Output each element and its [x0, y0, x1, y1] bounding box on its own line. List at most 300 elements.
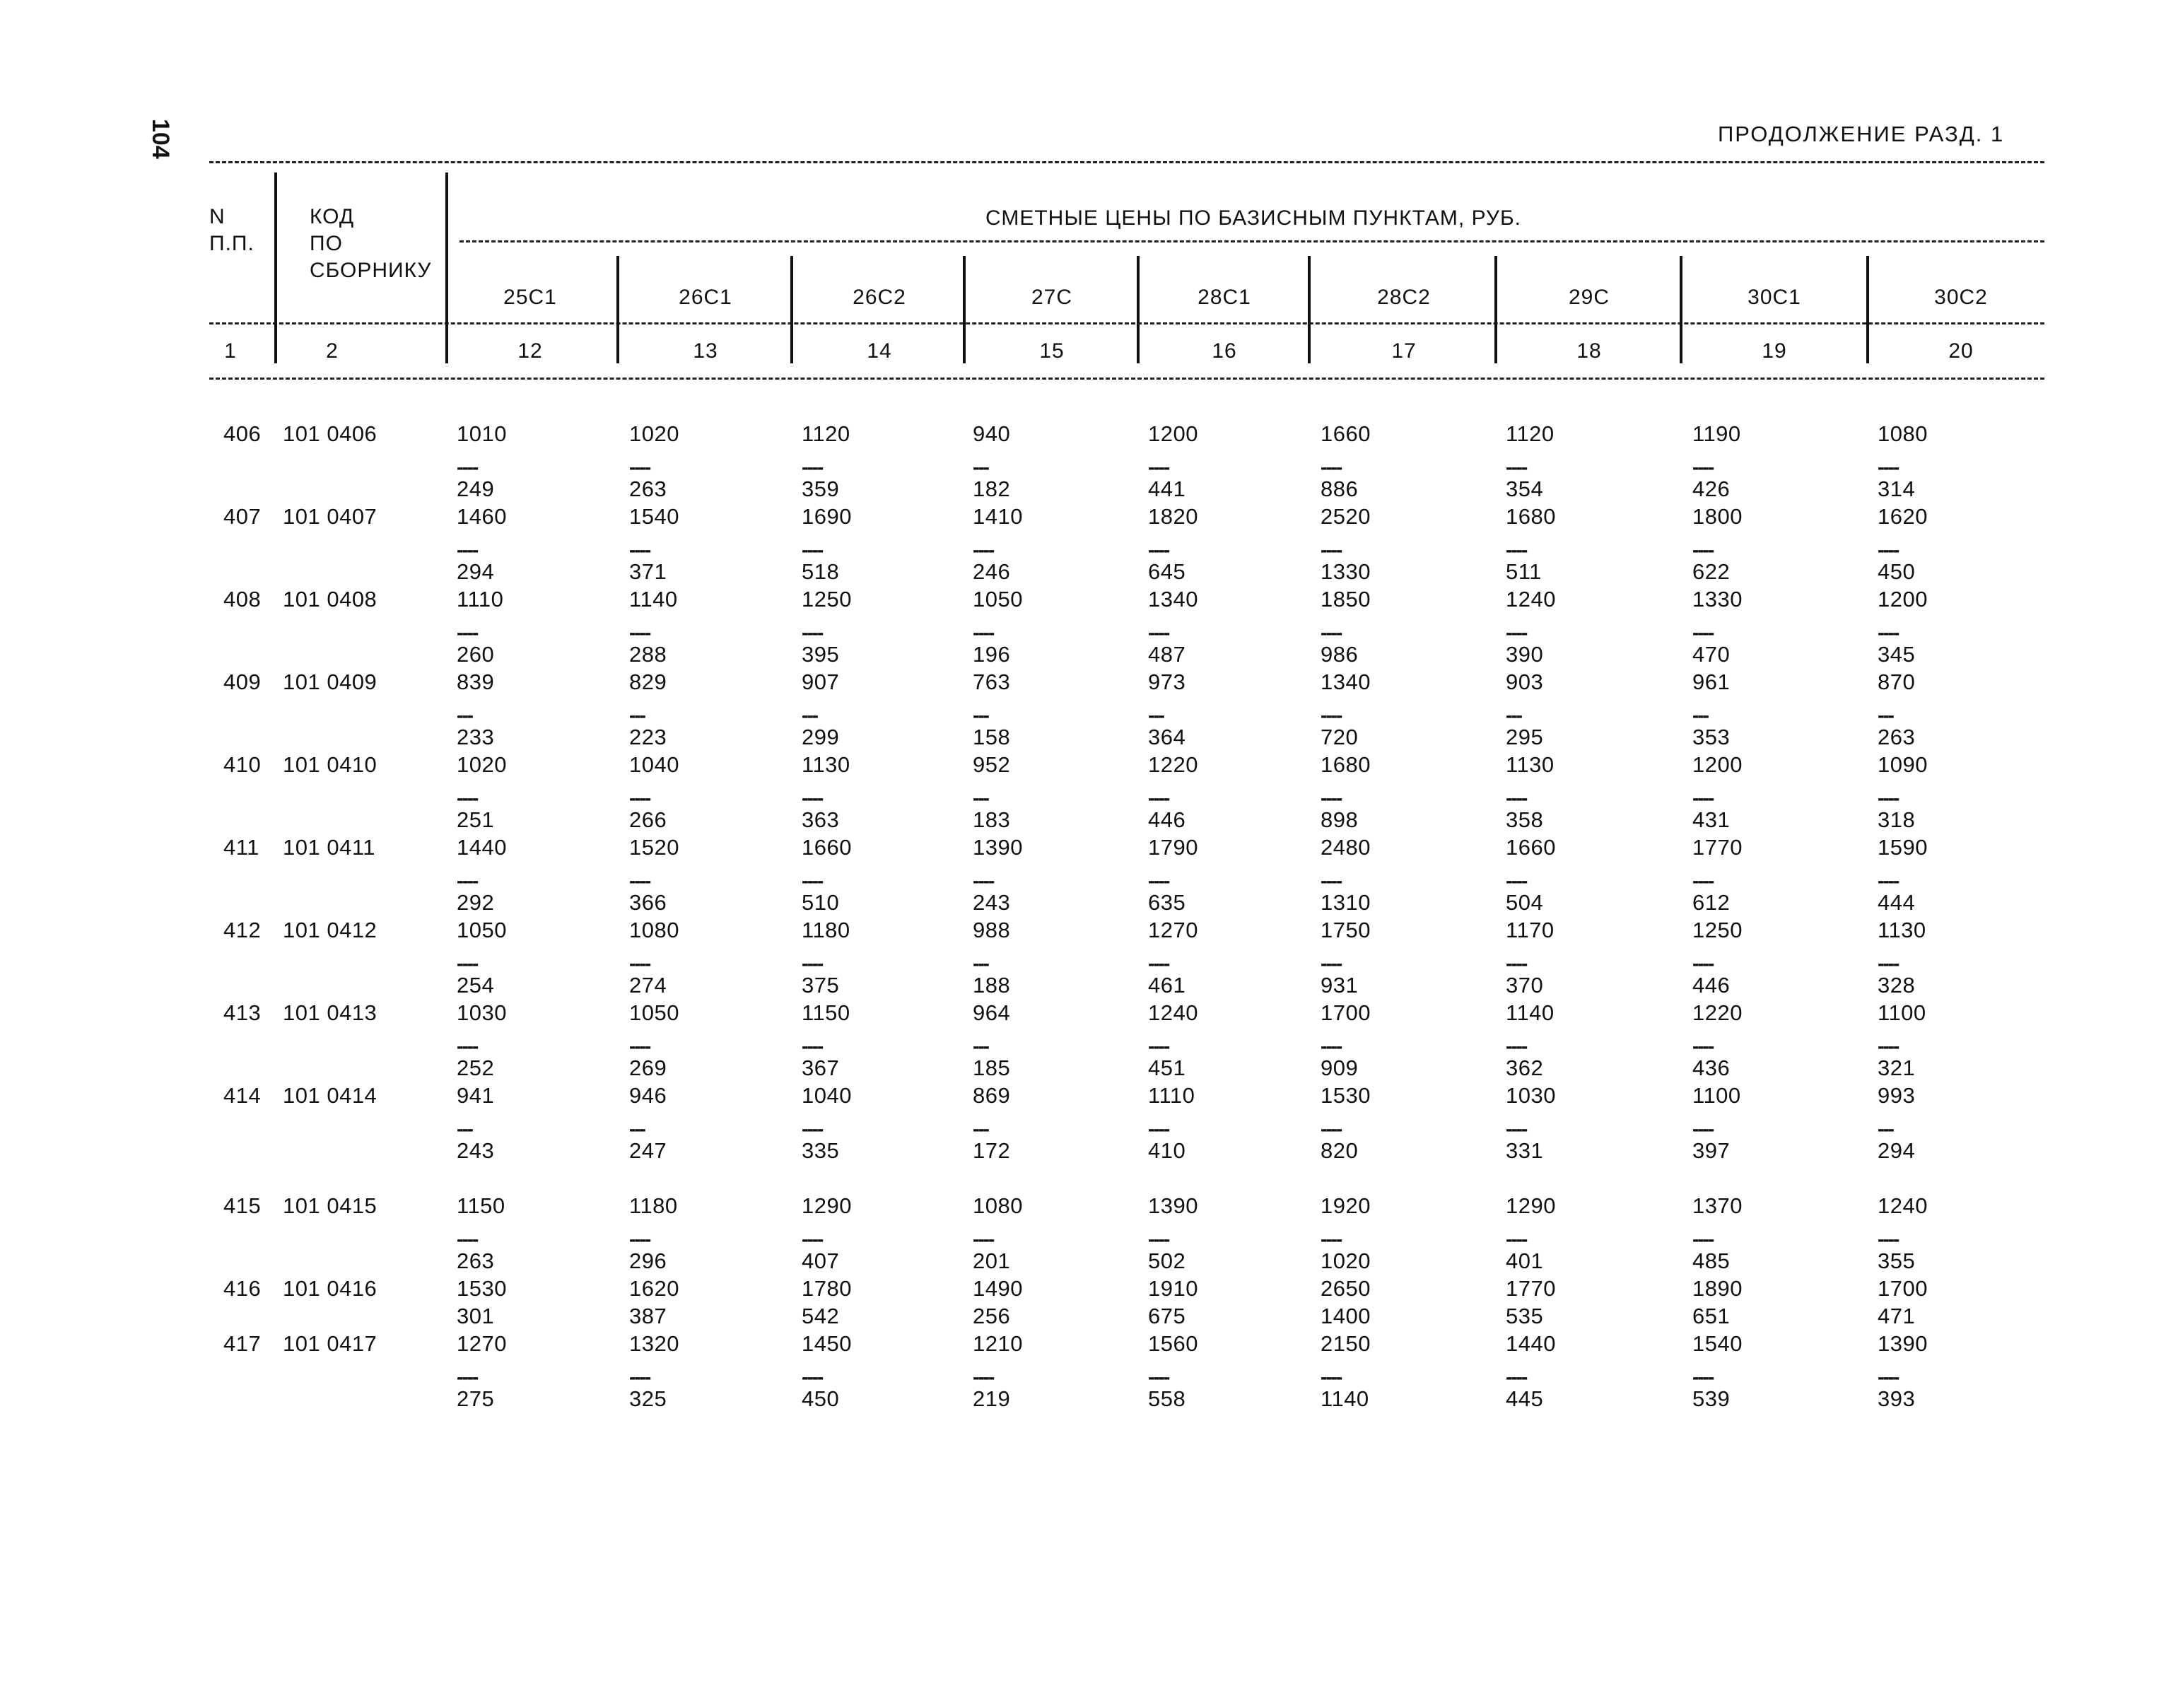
fraction-separator: ----	[802, 1228, 823, 1250]
fraction-separator: ----	[1878, 539, 1899, 561]
header-point-7: 29С	[1568, 286, 1610, 309]
header-point-3: 26С2	[853, 286, 906, 309]
fraction-separator: ----	[1148, 870, 1169, 891]
price-cell: 539	[1692, 1386, 1731, 1411]
price-cell: 1050	[973, 587, 1023, 612]
price-cell: 363	[802, 807, 840, 832]
fraction-separator: ----	[629, 787, 650, 809]
price-cell: 358	[1506, 807, 1544, 832]
fraction-separator: ----	[802, 456, 823, 478]
price-cell: 1020	[629, 421, 679, 446]
price-cell: 246	[973, 559, 1011, 584]
price-cell: 444	[1878, 890, 1916, 915]
price-cell: 1080	[1878, 421, 1928, 446]
price-cell: 1320	[629, 1331, 679, 1356]
price-cell: 558	[1148, 1386, 1186, 1411]
fraction-separator: ----	[1692, 787, 1714, 809]
price-cell: 993	[1878, 1083, 1916, 1108]
fraction-separator: ----	[1692, 952, 1714, 974]
row-code: 101 0406	[283, 421, 377, 446]
price-cell: 1520	[629, 835, 679, 860]
price-cell: 1680	[1506, 504, 1556, 529]
price-cell: 1700	[1321, 1000, 1371, 1025]
price-cell: 328	[1878, 973, 1916, 998]
price-cell: 1560	[1148, 1331, 1198, 1356]
price-cell: 1220	[1692, 1000, 1743, 1025]
price-cell: 1140	[629, 587, 678, 612]
fraction-separator: ---	[1878, 704, 1893, 726]
fraction-separator: ----	[457, 539, 478, 561]
fraction-separator: ----	[629, 539, 650, 561]
header-top-rule	[209, 161, 2044, 163]
fraction-separator: ----	[1692, 456, 1714, 478]
header-col-number-2: 2	[326, 339, 339, 363]
fraction-separator: ----	[802, 621, 823, 643]
price-cell: 274	[629, 973, 667, 998]
header-col-number-14: 14	[867, 339, 892, 363]
price-cell: 1390	[973, 835, 1023, 860]
price-cell: 1620	[629, 1276, 679, 1301]
price-cell: 1800	[1692, 504, 1743, 529]
price-cell: 1170	[1506, 918, 1555, 942]
price-cell: 964	[973, 1000, 1011, 1025]
price-cell: 1750	[1321, 918, 1371, 942]
price-cell: 223	[629, 725, 667, 749]
price-cell: 1410	[973, 504, 1023, 529]
fraction-separator: ----	[1506, 621, 1527, 643]
price-cell: 355	[1878, 1248, 1916, 1273]
price-cell: 1330	[1692, 587, 1743, 612]
fraction-separator: ---	[973, 456, 988, 478]
price-cell: 401	[1506, 1248, 1544, 1273]
price-cell: 820	[1321, 1138, 1359, 1163]
price-cell: 1590	[1878, 835, 1928, 860]
header-point-4: 27С	[1031, 286, 1073, 309]
price-cell: 1120	[1506, 421, 1555, 446]
fraction-separator: ----	[1506, 952, 1527, 974]
fraction-separator: ---	[973, 952, 988, 974]
price-cell: 1340	[1321, 669, 1371, 694]
header-col-number-16: 16	[1212, 339, 1237, 363]
row-number: 414	[223, 1083, 262, 1108]
header-point-8: 30С1	[1748, 286, 1801, 309]
price-cell: 1050	[457, 918, 507, 942]
price-cell: 436	[1692, 1055, 1731, 1080]
price-cell: 504	[1506, 890, 1544, 915]
row-code: 101 0411	[283, 835, 375, 860]
fraction-separator: ----	[1321, 787, 1342, 809]
fraction-separator: ----	[629, 1035, 650, 1057]
fraction-separator: ----	[1878, 870, 1899, 891]
price-cell: 1290	[802, 1193, 852, 1218]
price-cell: 1020	[1321, 1248, 1371, 1273]
fraction-separator: ----	[1321, 1035, 1342, 1057]
price-cell: 1270	[1148, 918, 1198, 942]
header-point-5: 28С1	[1198, 286, 1251, 309]
header-divider-10	[1866, 256, 1869, 363]
header-code-label-2: ПО	[310, 232, 343, 255]
price-cell: 1450	[802, 1331, 852, 1356]
price-cell: 909	[1321, 1055, 1359, 1080]
header-mid-rule	[209, 322, 2044, 324]
price-cell: 1390	[1148, 1193, 1198, 1218]
price-cell: 1190	[1692, 421, 1741, 446]
price-cell: 1130	[1506, 752, 1555, 777]
price-cell: 1910	[1148, 1276, 1198, 1301]
price-cell: 1130	[1878, 918, 1926, 942]
header-point-9: 30С2	[1934, 286, 1988, 309]
fraction-separator: ----	[1148, 456, 1169, 478]
price-cell: 1010	[457, 421, 507, 446]
header-col-number-13: 13	[693, 339, 718, 363]
price-cell: 1660	[1506, 835, 1556, 860]
price-cell: 196	[973, 642, 1011, 667]
price-cell: 622	[1692, 559, 1731, 584]
price-cell: 1660	[1321, 421, 1371, 446]
price-cell: 397	[1692, 1138, 1731, 1163]
row-number: 417	[223, 1331, 262, 1356]
price-cell: 410	[1148, 1138, 1186, 1163]
price-cell: 1030	[1506, 1083, 1556, 1108]
price-cell: 185	[973, 1055, 1011, 1080]
price-cell: 1490	[973, 1276, 1023, 1301]
price-cell: 1200	[1692, 752, 1743, 777]
price-cell: 941	[457, 1083, 495, 1108]
row-code: 101 0407	[283, 504, 377, 529]
price-cell: 1400	[1321, 1304, 1371, 1328]
price-cell: 263	[629, 476, 667, 501]
price-cell: 252	[457, 1055, 495, 1080]
price-cell: 1290	[1506, 1193, 1556, 1218]
header-point-1: 25С1	[503, 286, 557, 309]
price-cell: 1180	[802, 918, 850, 942]
price-cell: 233	[457, 725, 495, 749]
fraction-separator: ----	[1321, 456, 1342, 478]
header-col-number-17: 17	[1391, 339, 1417, 363]
price-cell: 375	[802, 973, 840, 998]
fraction-separator: ----	[1321, 1228, 1342, 1250]
fraction-separator: ----	[1692, 539, 1714, 561]
price-cell: 353	[1692, 725, 1731, 749]
fraction-separator: ----	[1148, 1366, 1169, 1388]
fraction-separator: ----	[1148, 621, 1169, 643]
price-cell: 318	[1878, 807, 1916, 832]
price-cell: 2150	[1321, 1331, 1371, 1356]
price-cell: 1330	[1321, 559, 1371, 584]
price-cell: 471	[1878, 1304, 1916, 1328]
price-cell: 986	[1321, 642, 1359, 667]
price-cell: 314	[1878, 476, 1916, 501]
price-cell: 1620	[1878, 504, 1928, 529]
price-cell: 645	[1148, 559, 1186, 584]
header-code-label-1: КОД	[310, 205, 355, 228]
price-cell: 260	[457, 642, 495, 667]
price-cell: 502	[1148, 1248, 1186, 1273]
fraction-separator: ----	[629, 621, 650, 643]
price-cell: 1140	[1506, 1000, 1555, 1025]
fraction-separator: ---	[973, 787, 988, 809]
price-cell: 331	[1506, 1138, 1544, 1163]
fraction-separator: ----	[1692, 1228, 1714, 1250]
header-pp-label: П.П.	[209, 232, 254, 255]
header-col-number-20: 20	[1948, 339, 1974, 363]
price-cell: 188	[973, 973, 1011, 998]
fraction-separator: ----	[457, 870, 478, 891]
price-cell: 256	[973, 1304, 1011, 1328]
price-cell: 510	[802, 890, 840, 915]
price-cell: 1690	[802, 504, 852, 529]
fraction-separator: ---	[1878, 1118, 1893, 1140]
price-cell: 2650	[1321, 1276, 1371, 1301]
price-cell: 407	[802, 1248, 840, 1273]
fraction-separator: ----	[1148, 1035, 1169, 1057]
price-cell: 390	[1506, 642, 1544, 667]
row-number: 412	[223, 918, 262, 942]
price-cell: 1340	[1148, 587, 1198, 612]
fraction-separator: ----	[1692, 1366, 1714, 1388]
price-cell: 940	[973, 421, 1011, 446]
fraction-separator: ----	[1321, 1366, 1342, 1388]
price-cell: 431	[1692, 807, 1731, 832]
fraction-separator: ----	[1878, 1228, 1899, 1250]
price-cell: 249	[457, 476, 495, 501]
price-cell: 542	[802, 1304, 840, 1328]
fraction-separator: ----	[457, 1035, 478, 1057]
price-cell: 371	[629, 559, 667, 584]
price-cell: 364	[1148, 725, 1186, 749]
header-col-number-18: 18	[1576, 339, 1602, 363]
price-cell: 720	[1321, 725, 1359, 749]
fraction-separator: ----	[457, 1366, 478, 1388]
price-cell: 1540	[1692, 1331, 1743, 1356]
price-cell: 1240	[1506, 587, 1556, 612]
price-cell: 907	[802, 669, 840, 694]
fraction-separator: ----	[802, 1035, 823, 1057]
price-cell: 393	[1878, 1386, 1916, 1411]
price-cell: 870	[1878, 669, 1916, 694]
price-cell: 321	[1878, 1055, 1916, 1080]
fraction-separator: ----	[629, 456, 650, 478]
price-cell: 295	[1506, 725, 1544, 749]
price-cell: 763	[973, 669, 1011, 694]
fraction-separator: ----	[1321, 870, 1342, 891]
fraction-separator: ---	[973, 1118, 988, 1140]
row-number: 409	[223, 669, 262, 694]
fraction-separator: ---	[629, 1118, 645, 1140]
price-cell: 1050	[629, 1000, 679, 1025]
fraction-separator: ----	[629, 870, 650, 891]
header-divider-2	[445, 172, 448, 363]
price-cell: 288	[629, 642, 667, 667]
price-cell: 1110	[457, 587, 504, 612]
price-cell: 354	[1506, 476, 1544, 501]
price-cell: 1120	[802, 421, 850, 446]
price-cell: 1150	[802, 1000, 850, 1025]
price-cell: 172	[973, 1138, 1011, 1163]
price-cell: 1820	[1148, 504, 1198, 529]
row-code: 101 0409	[283, 669, 377, 694]
price-cell: 446	[1148, 807, 1186, 832]
fraction-separator: ----	[1148, 539, 1169, 561]
price-cell: 886	[1321, 476, 1359, 501]
header-col-number-19: 19	[1762, 339, 1787, 363]
fraction-separator: ----	[1506, 1228, 1527, 1250]
price-cell: 1090	[1878, 752, 1928, 777]
fraction-separator: ----	[802, 1118, 823, 1140]
price-cell: 426	[1692, 476, 1731, 501]
header-divider-6	[1137, 256, 1140, 363]
fraction-separator: ---	[629, 704, 645, 726]
fraction-separator: ----	[1148, 787, 1169, 809]
price-cell: 612	[1692, 890, 1731, 915]
row-number: 408	[223, 587, 262, 612]
header-divider-9	[1680, 256, 1682, 363]
price-cell: 946	[629, 1083, 667, 1108]
fraction-separator: ---	[1148, 704, 1164, 726]
price-cell: 301	[457, 1304, 495, 1328]
price-cell: 487	[1148, 642, 1186, 667]
price-cell: 1040	[802, 1083, 852, 1108]
fraction-separator: ----	[457, 1228, 478, 1250]
fraction-separator: ----	[1321, 621, 1342, 643]
header-divider-1	[274, 172, 277, 363]
fraction-separator: ----	[457, 621, 478, 643]
price-cell: 869	[973, 1083, 1011, 1108]
price-cell: 294	[457, 559, 495, 584]
price-cell: 1530	[457, 1276, 507, 1301]
price-cell: 1310	[1321, 890, 1371, 915]
price-cell: 1660	[802, 835, 852, 860]
fraction-separator: ----	[629, 1366, 650, 1388]
price-cell: 451	[1148, 1055, 1186, 1080]
price-cell: 263	[1878, 725, 1916, 749]
price-cell: 292	[457, 890, 495, 915]
price-cell: 511	[1506, 559, 1542, 584]
price-cell: 243	[457, 1138, 495, 1163]
price-cell: 1100	[1878, 1000, 1926, 1025]
price-cell: 1390	[1878, 1331, 1928, 1356]
price-cell: 898	[1321, 807, 1359, 832]
price-cell: 1240	[1148, 1000, 1198, 1025]
price-cell: 266	[629, 807, 667, 832]
price-cell: 1100	[1692, 1083, 1741, 1108]
header-divider-3	[616, 256, 619, 363]
fraction-separator: ----	[1692, 1035, 1714, 1057]
header-col-number-12: 12	[517, 339, 543, 363]
price-cell: 219	[973, 1386, 1011, 1411]
row-code: 101 0413	[283, 1000, 377, 1025]
header-group-title: СМЕТНЫЕ ЦЕНЫ ПО БАЗИСНЫМ ПУНКТАМ, РУБ.	[985, 206, 1521, 230]
fraction-separator: ----	[1506, 787, 1527, 809]
price-cell: 294	[1878, 1138, 1916, 1163]
price-cell: 201	[973, 1248, 1011, 1273]
price-cell: 1770	[1506, 1276, 1556, 1301]
header-point-6: 28С2	[1377, 286, 1431, 309]
fraction-separator: ---	[1692, 704, 1708, 726]
fraction-separator: ---	[973, 704, 988, 726]
fraction-separator: ----	[973, 539, 994, 561]
price-cell: 446	[1692, 973, 1731, 998]
header-n-label: N	[209, 205, 226, 228]
fraction-separator: ---	[457, 1118, 472, 1140]
price-cell: 243	[973, 890, 1011, 915]
price-cell: 952	[973, 752, 1011, 777]
price-cell: 485	[1692, 1248, 1731, 1273]
price-cell: 1460	[457, 504, 507, 529]
fraction-separator: ----	[1506, 456, 1527, 478]
price-cell: 535	[1506, 1304, 1544, 1328]
row-number: 406	[223, 421, 262, 446]
price-cell: 275	[457, 1386, 495, 1411]
fraction-separator: ----	[1506, 1118, 1527, 1140]
fraction-separator: ----	[802, 1366, 823, 1388]
price-cell: 1080	[973, 1193, 1023, 1218]
row-code: 101 0408	[283, 587, 377, 612]
fraction-separator: ----	[457, 952, 478, 974]
price-cell: 325	[629, 1386, 667, 1411]
price-cell: 254	[457, 973, 495, 998]
price-cell: 1250	[802, 587, 852, 612]
fraction-separator: ----	[1692, 621, 1714, 643]
price-cell: 182	[973, 476, 1011, 501]
fraction-separator: ----	[1321, 1118, 1342, 1140]
fraction-separator: ---	[457, 704, 472, 726]
price-cell: 1200	[1148, 421, 1198, 446]
price-cell: 1780	[802, 1276, 852, 1301]
fraction-separator: ----	[973, 1366, 994, 1388]
price-cell: 988	[973, 918, 1011, 942]
price-cell: 1250	[1692, 918, 1743, 942]
price-cell: 370	[1506, 973, 1544, 998]
price-cell: 1790	[1148, 835, 1198, 860]
fraction-separator: ----	[1321, 539, 1342, 561]
fraction-separator: ----	[1692, 870, 1714, 891]
price-cell: 1700	[1878, 1276, 1928, 1301]
price-cell: 651	[1692, 1304, 1731, 1328]
row-number: 411	[223, 835, 259, 860]
price-cell: 441	[1148, 476, 1186, 501]
price-cell: 362	[1506, 1055, 1544, 1080]
fraction-separator: ----	[1506, 1035, 1527, 1057]
fraction-separator: ---	[973, 1035, 988, 1057]
price-cell: 1770	[1692, 835, 1743, 860]
fraction-separator: ----	[1506, 1366, 1527, 1388]
header-code-label-3: СБОРНИКУ	[310, 259, 432, 282]
price-cell: 1140	[1321, 1386, 1369, 1411]
section-continuation-title: ПРОДОЛЖЕНИЕ РАЗД. 1	[1718, 122, 2005, 146]
row-code: 101 0415	[283, 1193, 377, 1218]
header-divider-4	[790, 256, 793, 363]
price-cell: 1200	[1878, 587, 1928, 612]
price-cell: 158	[973, 725, 1011, 749]
price-cell: 675	[1148, 1304, 1186, 1328]
header-divider-8	[1494, 256, 1497, 363]
row-number: 413	[223, 1000, 262, 1025]
price-cell: 366	[629, 890, 667, 915]
header-group-rule	[459, 240, 2044, 242]
header-col-number-1: 1	[224, 339, 237, 363]
price-cell: 296	[629, 1248, 667, 1273]
header-point-2: 26С1	[679, 286, 732, 309]
header-divider-5	[963, 256, 966, 363]
header-col-number-15: 15	[1039, 339, 1065, 363]
price-cell: 445	[1506, 1386, 1544, 1411]
price-cell: 1440	[1506, 1331, 1556, 1356]
fraction-separator: ----	[802, 952, 823, 974]
fraction-separator: ----	[1506, 870, 1527, 891]
fraction-separator: ---	[802, 704, 817, 726]
price-cell: 1220	[1148, 752, 1198, 777]
